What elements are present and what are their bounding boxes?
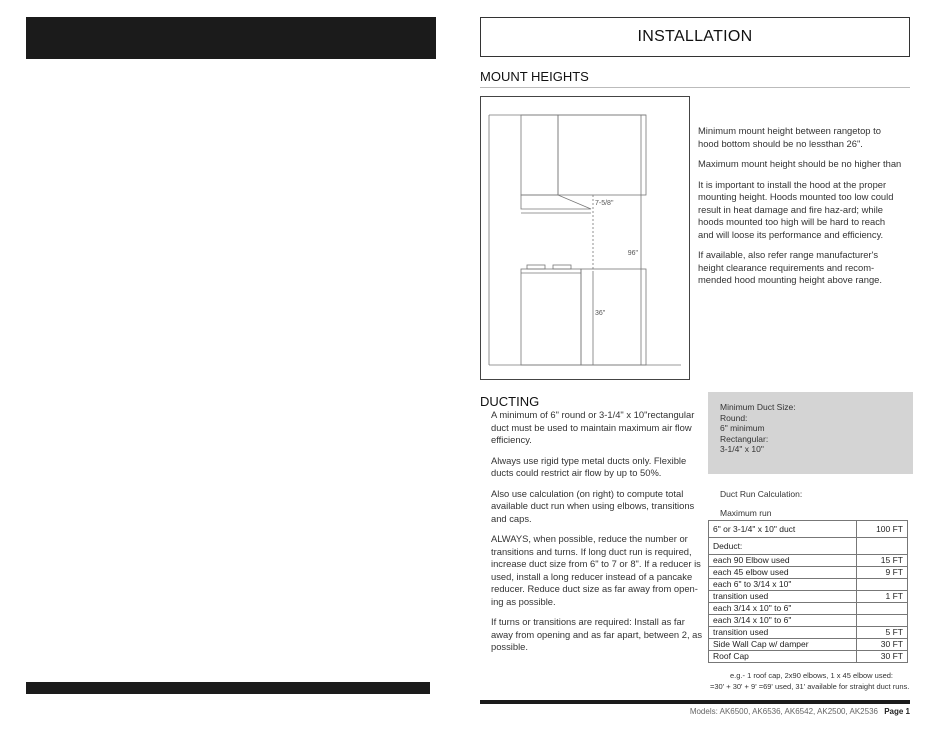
min-duct-size-box — [708, 392, 913, 474]
table-cell: 9 FT — [857, 567, 908, 579]
duct-run-table — [708, 520, 908, 663]
section-rule — [480, 87, 910, 88]
min-duct-size-line: Rectangular: — [720, 433, 769, 444]
table-cell: 6" or 3-1/4" x 10" duct — [709, 521, 857, 538]
table-cell: Roof Cap — [709, 651, 857, 663]
min-duct-size-line: 6" minimum — [720, 423, 765, 433]
max-run-label: Maximum run — [720, 508, 772, 518]
mount-height-diagram — [480, 96, 690, 380]
table-cell: each 90 Elbow used — [709, 555, 857, 567]
table-cell: transition used — [709, 627, 857, 639]
counter-height-label: 36" — [595, 310, 606, 317]
table-cell: Deduct: — [709, 538, 857, 555]
table-row — [709, 639, 908, 651]
table-cell: 1 FT — [857, 591, 908, 603]
table-cell: each 6" to 3/14 x 10" — [709, 579, 857, 591]
table-cell: each 3/14 x 10" to 6" — [709, 603, 857, 615]
table-row — [709, 521, 908, 538]
min-duct-size-line: Minimum Duct Size: — [720, 402, 796, 412]
paragraph: If turns or transitions are required: Install as far away from opening and as far apart, between 2, as possible. — [491, 616, 703, 652]
min-duct-size-line: 3-1/4" x 10" — [720, 444, 764, 454]
ducting-text — [491, 409, 709, 662]
footer — [600, 707, 910, 716]
mount-heights-text — [698, 125, 903, 295]
paragraph: It is important to install the hood at the proper mounting height. Hoods mounted too low could result in heat damage and fire haz-ard; while hoods mounted too high will be hard to reach and will loose its performance and efficiency. — [698, 178, 894, 240]
paragraph: If available, also refer range manufacturer's height clearance requirements and recom-mended hood mounting height above range. — [698, 249, 882, 285]
table-cell — [857, 579, 908, 591]
table-cell — [857, 615, 908, 627]
paragraph: A minimum of 6" round or 3-1/4" x 10"rectangular duct must be used to maintain maximum air flow efficiency. — [491, 409, 695, 445]
table-cell: 30 FT — [857, 639, 908, 651]
example-line: e.g.- 1 roof cap, 2x90 elbows, 1 x 45 elbow used: — [730, 671, 894, 680]
total-height-label: 96" — [627, 250, 638, 257]
table-cell: 5 FT — [857, 627, 908, 639]
page-title: INSTALLATION — [480, 17, 910, 57]
paragraph: Also use calculation (on right) to compute total available duct run when using elbows, transitions and caps. — [491, 487, 695, 524]
left-top-bar — [26, 17, 436, 59]
table-cell: each 3/14 x 10" to 6" — [709, 615, 857, 627]
table-cell: Side Wall Cap w/ damper — [709, 639, 857, 651]
table-row — [709, 591, 908, 603]
paragraph: ALWAYS, when possible, reduce the number or transitions and turns. If long duct run is required, increase duct size from 6" to 7 or 8". If a reducer is used, install a long reducer instead of a pancake reducer. Reduce duct size as far away from open-ing as possible. — [491, 533, 701, 607]
left-bottom-bar — [26, 682, 430, 694]
min-duct-size-line: Round: — [720, 412, 748, 423]
table-row — [709, 615, 908, 627]
table-cell: 15 FT — [857, 555, 908, 567]
kitchen-elevation-drawing — [481, 97, 689, 379]
table-cell — [857, 603, 908, 615]
paragraph: Always use rigid type metal ducts only. Flexible ducts could restrict air flow by up to 50%. — [491, 454, 687, 478]
table-cell: 100 FT — [857, 521, 908, 538]
table-row — [709, 538, 908, 555]
page-number: Page 1 — [884, 707, 910, 716]
ducting-heading: DUCTING — [480, 394, 540, 409]
footer-models: Models: AK6500, AK6536, AK6542, AK2500, AK2536 — [689, 707, 878, 716]
table-cell: transition used — [709, 591, 857, 603]
table-row — [709, 567, 908, 579]
table-cell: each 45 elbow used — [709, 567, 857, 579]
paragraph: Minimum mount height between rangetop to hood bottom should be no lessthan 26". — [698, 125, 881, 149]
paragraph: Maximum mount height should be no higher than — [698, 158, 902, 169]
table-row — [709, 651, 908, 663]
footer-rule — [480, 700, 910, 704]
table-row — [709, 603, 908, 615]
gap-dimension-label: 7-5/8" — [595, 200, 614, 207]
calc-title: Duct Run Calculation: — [720, 489, 803, 499]
table-row — [709, 627, 908, 639]
table-cell — [857, 538, 908, 555]
table-cell: 30 FT — [857, 651, 908, 663]
table-row — [709, 555, 908, 567]
table-row — [709, 579, 908, 591]
mount-heights-heading: MOUNT HEIGHTS — [480, 69, 589, 84]
example-line: =30' + 30' + 9' =69' used, 31' available for straight duct runs. — [710, 682, 910, 691]
